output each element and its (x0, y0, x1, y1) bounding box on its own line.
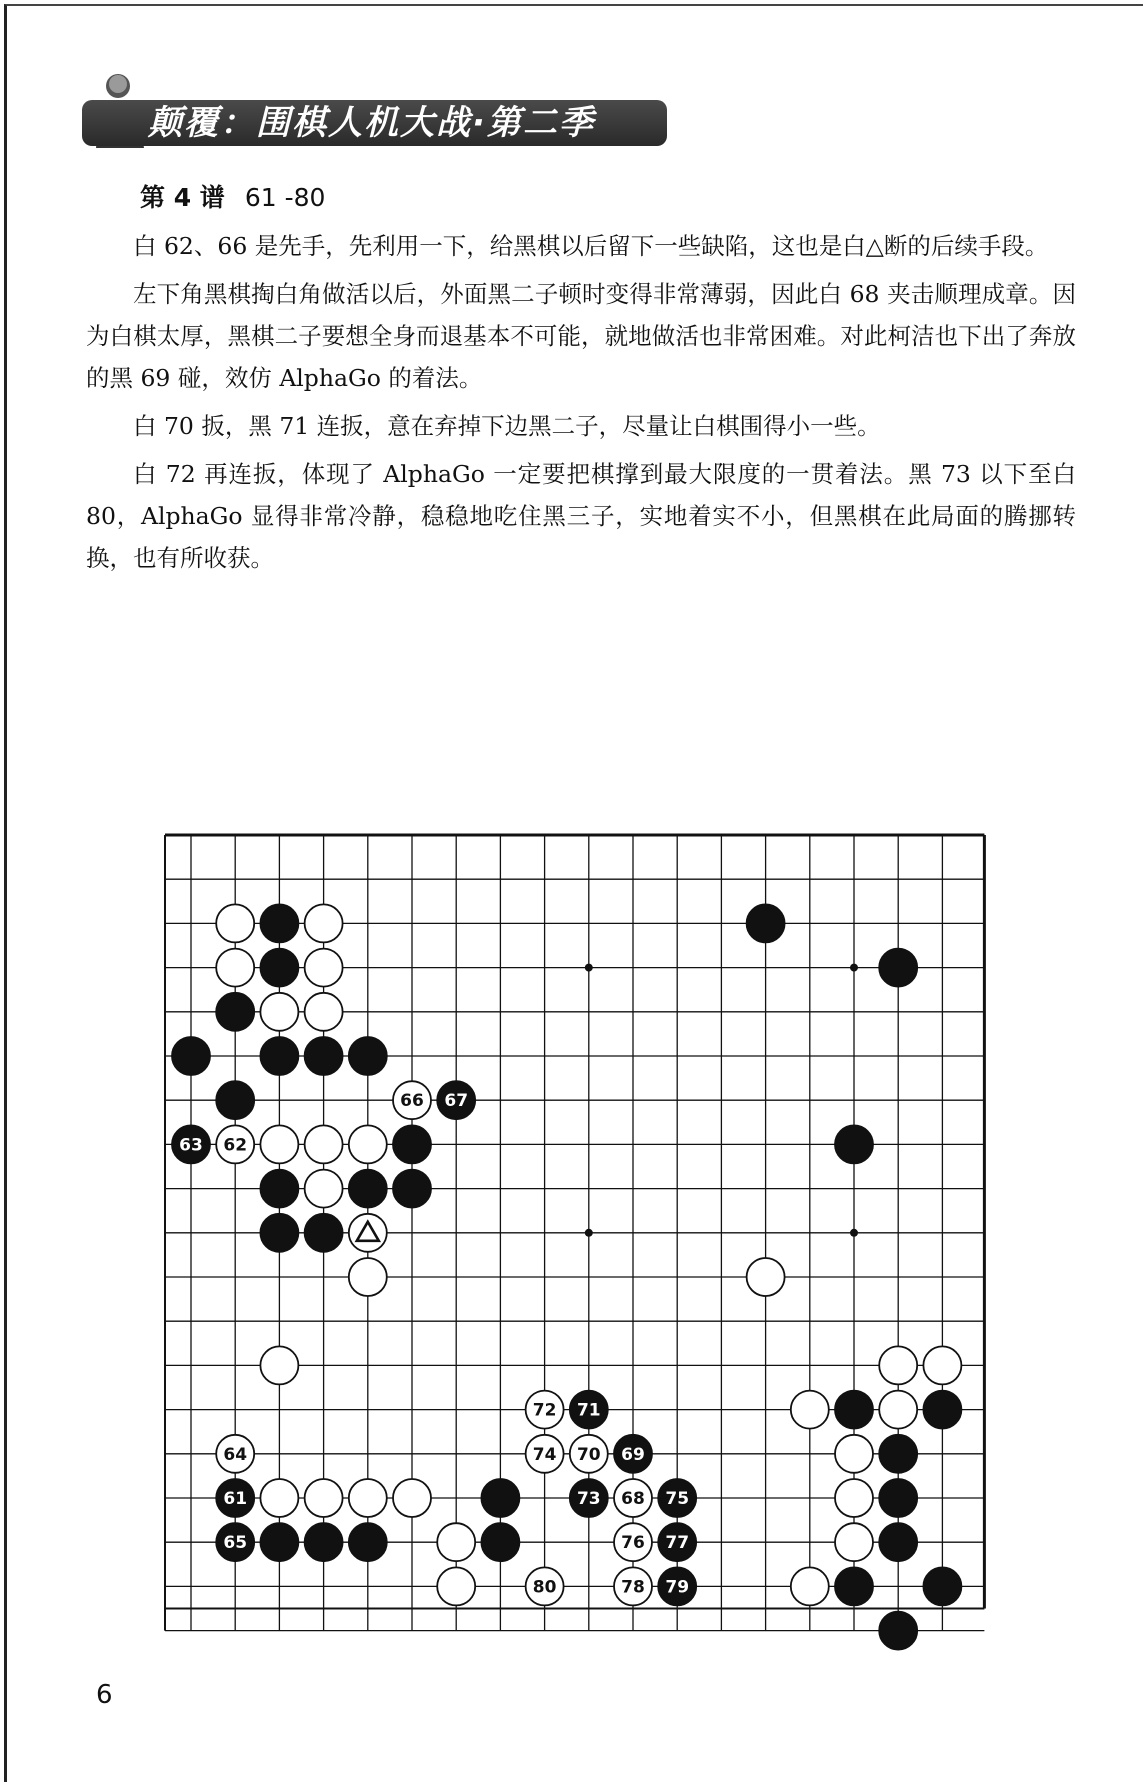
white-stone (216, 949, 254, 987)
move-number-label: 74 (532, 1444, 557, 1465)
banner-title: 颠覆：围棋人机大战·第二季 (148, 103, 595, 143)
section-label: 第 4 谱 (140, 183, 225, 212)
move-number-label: 67 (444, 1091, 469, 1112)
white-stone (305, 904, 343, 942)
move-number-label: 79 (665, 1577, 690, 1598)
paragraph: 白 62、66 是先手，先利用一下，给黑棋以后留下一些缺陷，这也是白△断的后续手段。 (133, 232, 1049, 260)
white-stone (349, 1125, 387, 1163)
star-point (585, 1229, 593, 1237)
black-stone (260, 1214, 298, 1252)
white-stone (305, 1170, 343, 1208)
move-number-label: 61 (223, 1489, 248, 1509)
white-stone (747, 1258, 785, 1296)
header-banner (82, 100, 667, 146)
move-number-label: 64 (223, 1444, 248, 1465)
white-stone (393, 1479, 431, 1517)
white-stone (923, 1346, 961, 1384)
move-number-label: 78 (621, 1577, 645, 1598)
black-stone (260, 1523, 298, 1561)
white-stone (305, 1479, 343, 1517)
white-stone (305, 993, 343, 1031)
black-stone (216, 1081, 254, 1119)
white-stone (260, 1479, 298, 1517)
move-number-label: 77 (665, 1533, 690, 1554)
black-stone (260, 1037, 298, 1075)
black-stone (305, 1523, 343, 1561)
black-stone (305, 1037, 343, 1075)
move-number-label: 76 (621, 1533, 645, 1554)
black-stone (305, 1214, 343, 1252)
white-stone (879, 1391, 917, 1429)
move-number-label: 68 (621, 1489, 645, 1509)
move-number-label: 72 (532, 1400, 557, 1421)
move-number-label: 75 (665, 1489, 690, 1509)
black-stone (879, 1612, 917, 1650)
white-stone (305, 949, 343, 987)
star-point (850, 964, 858, 972)
move-number-label: 70 (576, 1444, 601, 1465)
white-stone (260, 1125, 298, 1163)
paragraph: 左下角黑棋掏白角做活以后，外面黑二子顿时变得非常薄弱，因此白 68 夹击顺理成章。因为白棋太厚，黑棋二子要想全身而退基本不可能，就地做活也非常困难。对此柯洁也下出了奔放的黑 69 碰，效仿 AlphaGo 的着法。 (86, 280, 1076, 392)
black-stone (349, 1037, 387, 1075)
move-number-label: 62 (223, 1135, 248, 1156)
black-stone (923, 1391, 961, 1429)
move-number-label: 69 (621, 1444, 645, 1465)
white-stone (260, 1346, 298, 1384)
black-stone (481, 1523, 519, 1561)
move-number-label: 66 (400, 1091, 424, 1112)
white-stone (835, 1479, 873, 1517)
white-stone (349, 1479, 387, 1517)
black-stone (879, 949, 917, 987)
paragraph: 白 72 再连扳，体现了 AlphaGo 一定要把棋撑到最大限度的一贯着法。黑 73 以下至白 80，AlphaGo 显得非常冷静，稳稳地吃住黑三子，实地着实不小，但黑棋在此局面的腾挪转换，也有所收获。 (86, 460, 1076, 572)
white-stone (305, 1125, 343, 1163)
black-stone (835, 1567, 873, 1605)
black-stone (349, 1170, 387, 1208)
go-board-diagram (150, 825, 1000, 1655)
white-stone (835, 1523, 873, 1561)
black-stone (260, 904, 298, 942)
move-number-label: 65 (223, 1533, 248, 1554)
white-stone (879, 1346, 917, 1384)
paragraph: 白 70 扳，黑 71 连扳，意在弃掉下边黑二子，尽量让白棋围得小一些。 (133, 412, 881, 440)
body-text (86, 225, 1076, 585)
black-stone (879, 1523, 917, 1561)
star-point (850, 1229, 858, 1237)
black-stone (879, 1435, 917, 1473)
white-stone (791, 1391, 829, 1429)
white-stone (216, 904, 254, 942)
black-stone (835, 1391, 873, 1429)
black-stone (349, 1523, 387, 1561)
black-stone (260, 949, 298, 987)
move-range: 61 -80 (244, 183, 326, 212)
black-stone (172, 1037, 210, 1075)
white-stone (260, 993, 298, 1031)
star-point (585, 964, 593, 972)
black-stone (879, 1479, 917, 1517)
page-number: 6 (96, 1680, 113, 1710)
white-stone (437, 1523, 475, 1561)
white-stone (835, 1435, 873, 1473)
white-stone (349, 1258, 387, 1296)
move-number-label: 71 (576, 1400, 601, 1421)
white-stone (437, 1567, 475, 1605)
black-stone (747, 904, 785, 942)
black-stone (393, 1170, 431, 1208)
move-number-label: 80 (532, 1577, 557, 1598)
section-title (140, 178, 325, 214)
black-stone (393, 1125, 431, 1163)
black-stone (923, 1567, 961, 1605)
black-stone (835, 1125, 873, 1163)
move-number-label: 73 (576, 1489, 601, 1509)
white-stone (791, 1567, 829, 1605)
black-stone (216, 993, 254, 1031)
black-stone (481, 1479, 519, 1517)
black-stone (260, 1170, 298, 1208)
move-number-label: 63 (179, 1135, 203, 1156)
